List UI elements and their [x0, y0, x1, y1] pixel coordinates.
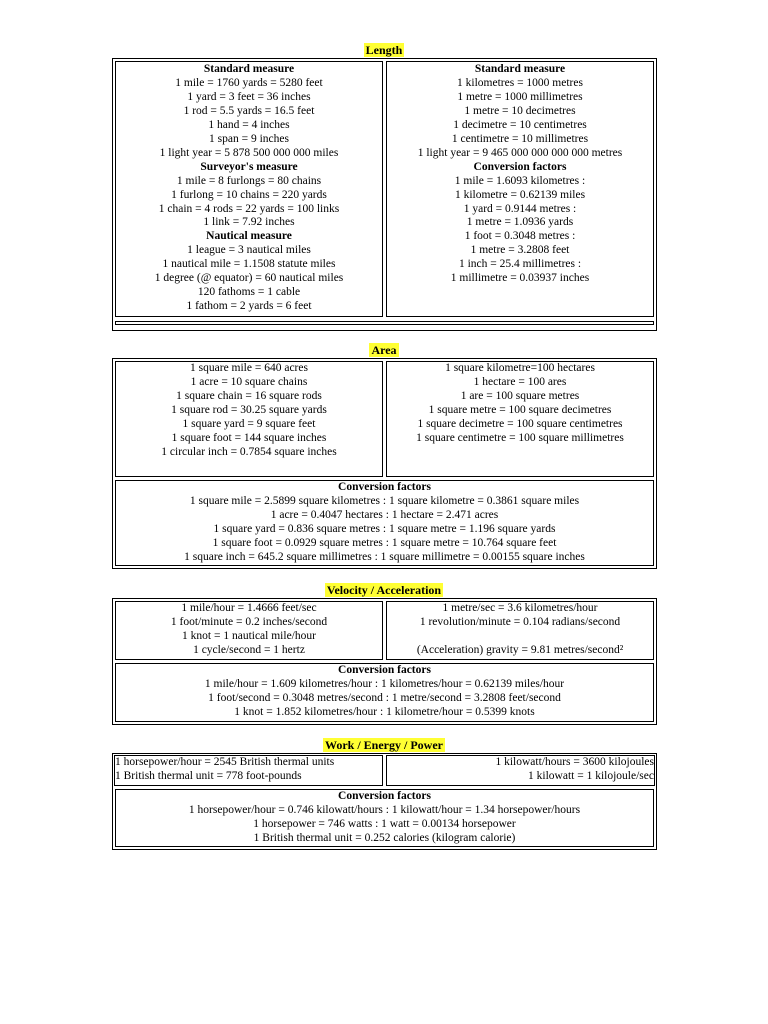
conversion-line: 1 light year = 5 878 500 000 000 miles: [159, 146, 339, 159]
length-left-cell: [115, 61, 383, 317]
velocity-conversion-list: [116, 664, 653, 720]
length-right-cell: [386, 61, 654, 317]
conversion-line: 1 square centimetre = 100 square millimetres: [416, 431, 624, 444]
section-subheading: Surveyor's measure: [200, 160, 298, 173]
conversion-line: 1 metre = 1000 millimetres: [457, 90, 583, 103]
velocity-right-cell: [386, 601, 654, 660]
conversion-line: [387, 630, 653, 644]
conversion-line: 1 fathom = 2 yards = 6 feet: [186, 300, 312, 313]
conversion-line: 1 acre = 10 square chains: [190, 375, 308, 388]
length-heading: Length: [365, 43, 403, 57]
conversion-line: 1 nautical mile = 1.1508 statute miles: [162, 258, 336, 271]
conversion-line: 1 square decimetre = 100 square centimetres: [417, 417, 623, 430]
conversion-line: 1 are = 100 square metres: [460, 389, 580, 402]
conversion-line: 1 furlong = 10 chains = 220 yards: [171, 188, 327, 201]
work-left-list: [115, 756, 382, 784]
area-heading-wrap: [0, 343, 768, 357]
conversion-line: 1 link = 7.92 inches: [203, 216, 295, 229]
section-subheading: Conversion factors: [473, 160, 567, 173]
conversion-line: 1 league = 3 nautical miles: [187, 244, 311, 257]
conversion-line: 1 knot = 1 nautical mile/hour: [182, 629, 316, 642]
velocity-left-cell: [115, 601, 383, 660]
conversion-line: 1 revolution/minute = 0.104 radians/second: [419, 615, 621, 628]
conversion-line: 1 chain = 4 rods = 22 yards = 100 links: [158, 202, 340, 215]
conversion-line: 1 mile = 1.6093 kilometres :: [454, 174, 586, 187]
conversion-line: 1 millimetre = 0.03937 inches: [450, 272, 590, 285]
conversion-line: 1 British thermal unit = 778 foot-pounds: [115, 769, 302, 782]
conversion-line: 1 mile/hour = 1.609 kilometres/hour : 1 kilometres/hour = 0.62139 miles/hour: [204, 677, 565, 690]
conversion-line: 1 square foot = 144 square inches: [171, 431, 327, 444]
conversion-line: 1 square yard = 9 square feet: [182, 417, 316, 430]
conversion-line: 1 square inch = 645.2 square millimetres : 1 square millimetre = 0.00155 square inches: [184, 550, 585, 563]
area-left-cell: [115, 361, 383, 477]
conversion-line: 1 mile = 8 furlongs = 80 chains: [176, 174, 322, 187]
work-right-list: [387, 756, 654, 784]
conversion-line: 1 British thermal unit = 0.252 calories (kilogram calorie): [253, 831, 516, 844]
velocity-heading: Velocity / Acceleration: [326, 583, 442, 597]
conversion-line: 1 metre/sec = 3.6 kilometres/hour: [442, 602, 598, 614]
conversion-line: 1 square foot = 0.0929 square metres : 1 square metre = 10.764 square feet: [212, 536, 557, 549]
length-footer-rule: [115, 321, 654, 325]
conversion-line: 1 light year = 9 465 000 000 000 000 metres: [417, 146, 623, 159]
work-left-cell: [114, 755, 383, 786]
conversion-line: 1 decimetre = 10 centimetres: [453, 118, 587, 131]
conversion-line: 1 kilometre = 0.62139 miles: [454, 188, 586, 201]
conversion-line: 1 yard = 0.9144 metres :: [463, 202, 577, 215]
velocity-right-list: [387, 602, 653, 658]
section-subheading: Standard measure: [203, 63, 295, 75]
velocity-left-list: [116, 602, 382, 658]
conversion-line: 1 kilowatt = 1 kilojoule/sec: [528, 769, 654, 782]
conversion-line: 1 rod = 5.5 yards = 16.5 feet: [183, 104, 315, 117]
conversion-line: 1 hectare = 100 ares: [473, 375, 567, 388]
area-right-cell: [386, 361, 654, 477]
conversion-line: 1 foot/second = 0.3048 metres/second : 1 metre/second = 3.2808 feet/second: [208, 691, 561, 704]
section-subheading: Standard measure: [474, 63, 566, 75]
work-right-cell: [386, 755, 655, 786]
conversion-line: 1 horsepower/hour = 0.746 kilowatt/hours : 1 kilowatt/hour = 1.34 horsepower/hours: [188, 803, 581, 816]
conversion-line: 1 kilometres = 1000 metres: [457, 76, 583, 89]
conversion-line: 1 kilowatt/hours = 3600 kilojoules: [495, 756, 654, 768]
conversion-line: 1 horsepower = 746 watts : 1 watt = 0.00134 horsepower: [253, 817, 516, 830]
conversion-line: 1 square mile = 2.5899 square kilometres : 1 square kilometre = 0.3861 square miles: [189, 494, 580, 507]
conversion-line: 1 square yard = 0.836 square metres : 1 square metre = 1.196 square yards: [213, 522, 556, 535]
area-conversion-cell: [115, 480, 654, 566]
area-conversion-list: [116, 481, 653, 565]
section-subheading: Nautical measure: [206, 230, 292, 243]
conversion-line: 1 hand = 4 inches: [208, 118, 290, 131]
work-heading-wrap: [0, 738, 768, 752]
work-heading: Work / Energy / Power: [325, 738, 443, 752]
conversion-line: 1 inch = 25.4 millimetres :: [458, 258, 582, 271]
area-left-list: [116, 362, 382, 460]
velocity-heading-wrap: [0, 583, 768, 597]
conversion-line: 1 horsepower/hour = 2545 British thermal units: [115, 756, 335, 768]
conversion-line: 1 metre = 3.2808 feet: [470, 244, 570, 257]
conversion-line: 1 cycle/second = 1 hertz: [193, 643, 305, 656]
conversion-line: 1 knot = 1.852 kilometres/hour : 1 kilometre/hour = 0.5399 knots: [234, 705, 535, 718]
conversion-line: (Acceleration) gravity = 9.81 metres/second²: [416, 643, 624, 656]
conversion-line: 1 square kilometre=100 hectares: [445, 362, 595, 374]
conversion-line: 1 square metre = 100 square decimetres: [428, 403, 612, 416]
conversion-line: 1 foot = 0.3048 metres :: [464, 230, 576, 243]
length-heading-wrap: [0, 43, 768, 57]
velocity-conversion-cell: [115, 663, 654, 722]
length-left-list: [116, 62, 382, 314]
section-subheading: Conversion factors: [338, 664, 431, 676]
conversion-line: 120 fathoms = 1 cable: [197, 286, 301, 299]
conversion-line: 1 span = 9 inches: [209, 132, 289, 145]
conversion-line: 1 square chain = 16 square rods: [176, 389, 322, 402]
conversion-line: 1 acre = 0.4047 hectares : 1 hectare = 2.471 acres: [270, 508, 499, 521]
conversion-line: 1 circular inch = 0.7854 square inches: [161, 445, 337, 458]
work-conversion-cell: [115, 789, 654, 847]
conversion-line: 1 mile/hour = 1.4666 feet/sec: [181, 602, 317, 614]
conversion-line: 1 metre = 10 decimetres: [464, 104, 576, 117]
conversion-line: 1 mile = 1760 yards = 5280 feet: [175, 76, 323, 89]
conversion-line: 1 foot/minute = 0.2 inches/second: [170, 615, 328, 628]
conversion-line: 1 centimetre = 10 millimetres: [451, 132, 589, 145]
section-subheading: Conversion factors: [338, 790, 431, 802]
conversion-line: 1 yard = 3 feet = 36 inches: [187, 90, 311, 103]
area-right-list: [387, 362, 653, 446]
conversion-line: 1 square mile = 640 acres: [190, 362, 308, 374]
conversion-line: 1 metre = 1.0936 yards: [466, 216, 574, 229]
work-conversion-list: [116, 790, 653, 846]
conversion-line: 1 degree (@ equator) = 60 nautical miles: [154, 272, 344, 285]
area-heading: Area: [371, 343, 397, 357]
length-right-list: [387, 62, 653, 286]
conversion-line: 1 square rod = 30.25 square yards: [171, 403, 327, 416]
section-subheading: Conversion factors: [338, 481, 431, 493]
